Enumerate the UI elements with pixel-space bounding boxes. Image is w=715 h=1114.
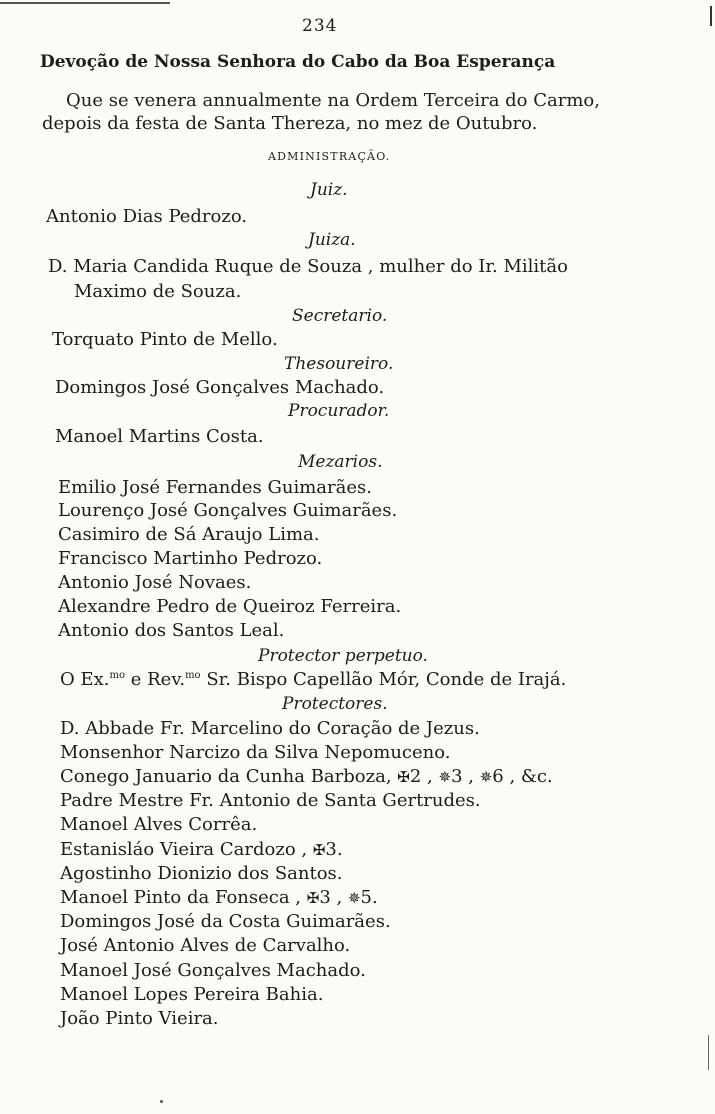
list-item: Monsenhor Narcizo da Silva Nepomuceno. xyxy=(60,742,451,763)
list-item: Domingos José da Costa Guimarães. xyxy=(60,911,391,932)
list-item: Padre Mestre Fr. Antonio de Santa Gertrudes. xyxy=(60,790,481,811)
role-juiza: Juiza. xyxy=(308,230,356,250)
order-number: 3. xyxy=(325,839,343,860)
role-juiz: Juiz. xyxy=(310,180,348,200)
protector-name: Estanisláo Vieira Cardozo , xyxy=(60,839,313,860)
list-item: Manoel Lopes Pereira Bahia. xyxy=(60,984,324,1005)
intro-line-1: Que se venera annualmente na Ordem Terceira do Carmo, xyxy=(66,90,600,111)
list-item: João Pinto Vieira. xyxy=(60,1008,219,1029)
list-item: Antonio dos Santos Leal. xyxy=(58,620,285,641)
name-protector-perpetuo xyxy=(60,669,566,690)
order-number: 2 , xyxy=(409,766,439,787)
list-item: Agostinho Dionizio dos Santos. xyxy=(60,863,343,884)
list-item xyxy=(60,766,553,787)
name-juiza-line-1: D. Maria Candida Ruque de Souza , mulher do Ir. Militão xyxy=(48,256,568,277)
protector-name: Manoel Pinto da Fonseca , xyxy=(60,887,307,908)
list-item: Manoel José Gonçalves Machado. xyxy=(60,960,366,981)
list-item xyxy=(60,839,343,860)
name-juiz: Antonio Dias Pedrozo. xyxy=(46,206,248,227)
intro-line-2: depois da festa de Santa Thereza, no mez de Outubro. xyxy=(42,113,538,134)
role-protector-perpetuo: Protector perpetuo. xyxy=(258,646,428,666)
name-procurador: Manoel Martins Costa. xyxy=(55,426,264,447)
list-item: Alexandre Pedro de Queiroz Ferreira. xyxy=(58,596,402,617)
edge-mark xyxy=(710,6,712,26)
cross-icon: ✠ xyxy=(312,841,326,859)
star-cross-icon: ✵ xyxy=(479,768,493,786)
name-secretario: Torquato Pinto de Mello. xyxy=(52,329,278,350)
protector-perpetuo-part-c: Sr. Bispo Capellão Mór, Conde de Irajá. xyxy=(200,669,567,690)
name-juiza-line-2: Maximo de Souza. xyxy=(74,281,242,302)
section-title: ADMINISTRAÇÃO. xyxy=(268,150,391,163)
list-item: José Antonio Alves de Carvalho. xyxy=(60,935,351,956)
protector-name: Conego Januario da Cunha Barboza, xyxy=(60,766,398,787)
protector-perpetuo-part-a: O Ex. xyxy=(60,669,110,690)
list-item: D. Abbade Fr. Marcelino do Coração de Jezus. xyxy=(60,718,480,739)
protector-perpetuo-part-b: e Rev. xyxy=(125,669,186,690)
right-margin-rule xyxy=(708,1035,709,1070)
role-mezarios: Mezarios. xyxy=(298,452,383,472)
superscript: mo xyxy=(185,670,201,681)
order-number: 3 , xyxy=(451,766,480,787)
list-item: Antonio José Novaes. xyxy=(58,572,252,593)
order-number: 3 , xyxy=(319,887,348,908)
order-number: 5. xyxy=(360,887,378,908)
name-thesoureiro: Domingos José Gonçalves Machado. xyxy=(55,377,385,398)
cross-icon: ✠ xyxy=(306,889,320,907)
star-cross-icon: ✵ xyxy=(438,768,452,786)
ink-speck xyxy=(160,1100,163,1103)
cross-icon: ✠ xyxy=(397,768,410,786)
role-procurador: Procurador. xyxy=(288,401,390,421)
list-item: Manoel Alves Corrêa. xyxy=(60,814,258,835)
order-number: 6 , &c. xyxy=(492,766,553,787)
list-item: Emilio José Fernandes Guimarães. xyxy=(58,477,372,498)
role-protectores: Protectores. xyxy=(282,694,388,714)
star-cross-icon: ✵ xyxy=(347,889,361,907)
role-secretario: Secretario. xyxy=(292,306,388,326)
role-thesoureiro: Thesoureiro. xyxy=(284,354,394,374)
list-item xyxy=(60,887,378,908)
superscript: mo xyxy=(109,670,126,681)
list-item: Lourenço José Gonçalves Guimarães. xyxy=(58,500,398,521)
top-rule xyxy=(0,2,170,4)
list-item: Casimiro de Sá Araujo Lima. xyxy=(58,524,320,545)
page-number: 234 xyxy=(302,16,338,36)
page-title: Devoção de Nossa Senhora do Cabo da Boa Esperança xyxy=(40,52,556,72)
list-item: Francisco Martinho Pedrozo. xyxy=(58,548,323,569)
